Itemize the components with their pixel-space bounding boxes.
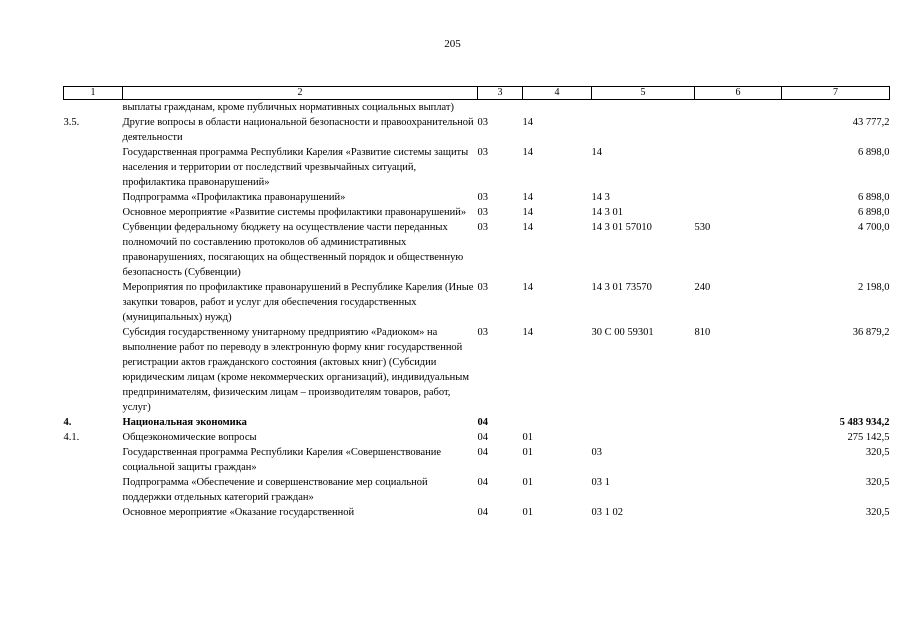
section-code: 03 — [477, 117, 488, 128]
table-row — [64, 325, 890, 415]
column-header: 3 — [478, 87, 523, 100]
column-header: 2 — [123, 87, 478, 100]
subsection-code — [523, 100, 592, 116]
row-number: 3.5. — [63, 117, 80, 128]
subsection-code: 14 — [522, 117, 533, 128]
item-name: Мероприятия по профилактике правонарушений в Республике Карелия (Иные закупки товаров, работ и услуг для обеспечения государственных (муниципальных) нужд) — [122, 282, 474, 323]
column-header: 1 — [64, 87, 123, 100]
amount: 43 777,2 — [852, 117, 890, 128]
target-article-code: 03 1 — [591, 477, 610, 488]
section-code: 04 — [477, 507, 488, 518]
column-header: 5 — [592, 87, 695, 100]
expense-type-code — [695, 100, 782, 116]
target-article-code: 14 3 01 57010 — [591, 222, 652, 233]
target-article-code: 14 3 01 73570 — [591, 282, 652, 293]
amount: 6 898,0 — [858, 207, 890, 218]
row-number — [64, 145, 123, 190]
item-name: Другие вопросы в области национальной безопасности и правоохранительной деятельности — [122, 117, 474, 143]
amount: 5 483 934,2 — [839, 417, 890, 428]
section-code: 04 — [477, 447, 488, 458]
subsection-code: 14 — [522, 222, 533, 233]
expense-type-code — [695, 145, 782, 190]
table-row — [64, 145, 890, 190]
column-header-row — [64, 87, 890, 100]
target-article-code: 30 С 00 59301 — [591, 327, 654, 338]
item-name: Подпрограмма «Обеспечение и совершенствование мер социальной поддержки отдельных категорий граждан» — [122, 477, 428, 503]
section-code: 04 — [477, 477, 488, 488]
row-number — [64, 445, 123, 475]
column-header: 7 — [782, 87, 890, 100]
section-code: 03 — [477, 327, 488, 338]
row-number — [64, 475, 123, 505]
section-code: 03 — [477, 207, 488, 218]
amount: 320,5 — [865, 507, 890, 518]
section-code: 03 — [477, 222, 488, 233]
item-name: Субсидия государственному унитарному предприятию «Радиоком» на выполнение работ по переводу в электронную форму книг государственной регистрации актов гражданского состояния (актовых книг) (Субсидии юридическим лицам (кроме некоммерческих организаций), индивидуальным предпринимателям, физическим лицам – производителям товаров, работ, услуг) — [122, 327, 470, 413]
target-article-code — [592, 415, 695, 430]
amount: 320,5 — [865, 447, 890, 458]
item-name: Подпрограмма «Профилактика правонарушений» — [122, 192, 346, 203]
section-code: 04 — [477, 417, 488, 428]
expense-type-code — [695, 505, 782, 520]
expense-type-code: 810 — [694, 327, 711, 338]
amount: 2 198,0 — [858, 282, 890, 293]
expense-type-code: 240 — [694, 282, 711, 293]
subsection-code: 14 — [522, 282, 533, 293]
target-article-code: 14 3 01 — [591, 207, 623, 218]
target-article-code — [592, 430, 695, 445]
subsection-code — [523, 415, 592, 430]
row-number — [64, 280, 123, 325]
amount: 320,5 — [865, 477, 890, 488]
expense-type-code — [695, 415, 782, 430]
expense-type-code — [695, 115, 782, 145]
item-name: Общеэкономические вопросы — [122, 432, 257, 443]
expense-type-code — [695, 445, 782, 475]
budget-table — [63, 86, 890, 520]
row-number — [64, 220, 123, 280]
item-name: Национальная экономика — [122, 417, 247, 428]
expense-type-code: 530 — [694, 222, 711, 233]
section-code: 03 — [477, 147, 488, 158]
target-article-code — [592, 115, 695, 145]
target-article-code: 14 3 — [591, 192, 610, 203]
column-header: 4 — [523, 87, 592, 100]
table-row — [64, 505, 890, 520]
section-code: 03 — [477, 192, 488, 203]
item-name: Субвенции федеральному бюджету на осуществление части переданных полномочий по составлению протоколов об административных правонарушениях, посягающих на общественный порядок и общественную безопасность (Субвенции) — [122, 222, 464, 278]
subsection-code: 14 — [522, 147, 533, 158]
table-row — [64, 115, 890, 145]
table-row — [64, 445, 890, 475]
subsection-code: 01 — [522, 507, 533, 518]
page-number: 205 — [444, 38, 461, 50]
table-row — [64, 280, 890, 325]
row-number — [64, 205, 123, 220]
target-article-code: 03 1 02 — [591, 507, 623, 518]
row-number — [64, 325, 123, 415]
amount: 6 898,0 — [858, 147, 890, 158]
subsection-code: 14 — [522, 192, 533, 203]
target-article-code — [592, 100, 695, 116]
item-name: Государственная программа Республики Карелия «Совершенствование социальной защиты граждан» — [122, 447, 442, 473]
expense-type-code — [695, 475, 782, 505]
row-number: 4.1. — [63, 432, 80, 443]
row-number — [64, 505, 123, 520]
target-article-code: 14 — [591, 147, 602, 158]
column-header: 6 — [695, 87, 782, 100]
table-row — [64, 100, 890, 116]
subsection-code: 14 — [522, 327, 533, 338]
table-row — [64, 190, 890, 205]
amount: 4 700,0 — [858, 222, 890, 233]
subsection-code: 01 — [522, 432, 533, 443]
expense-type-code — [695, 430, 782, 445]
item-name: Государственная программа Республики Карелия «Развитие системы защиты населения и территории от последствий чрезвычайных ситуаций, профилактика правонарушений» — [122, 147, 469, 188]
subsection-code: 01 — [522, 477, 533, 488]
section-code — [478, 100, 523, 116]
item-name: Основное мероприятие «Оказание государственной — [122, 507, 355, 518]
item-name: выплаты гражданам, кроме публичных нормативных социальных выплат) — [122, 102, 454, 113]
section-code: 03 — [477, 282, 488, 293]
amount: 36 879,2 — [852, 327, 890, 338]
table-row — [64, 220, 890, 280]
row-number — [64, 190, 123, 205]
subsection-code: 14 — [522, 207, 533, 218]
amount: 6 898,0 — [858, 192, 890, 203]
table-row — [64, 430, 890, 445]
subsection-code: 01 — [522, 447, 533, 458]
row-number — [64, 100, 123, 116]
amount — [782, 100, 890, 116]
item-name: Основное мероприятие «Развитие системы профилактики правонарушений» — [122, 207, 467, 218]
expense-type-code — [695, 190, 782, 205]
row-number: 4. — [63, 417, 72, 428]
table-row — [64, 475, 890, 505]
expense-type-code — [695, 205, 782, 220]
table-row — [64, 415, 890, 430]
target-article-code: 03 — [591, 447, 602, 458]
section-code: 04 — [477, 432, 488, 443]
amount: 275 142,5 — [847, 432, 890, 443]
table-row — [64, 205, 890, 220]
